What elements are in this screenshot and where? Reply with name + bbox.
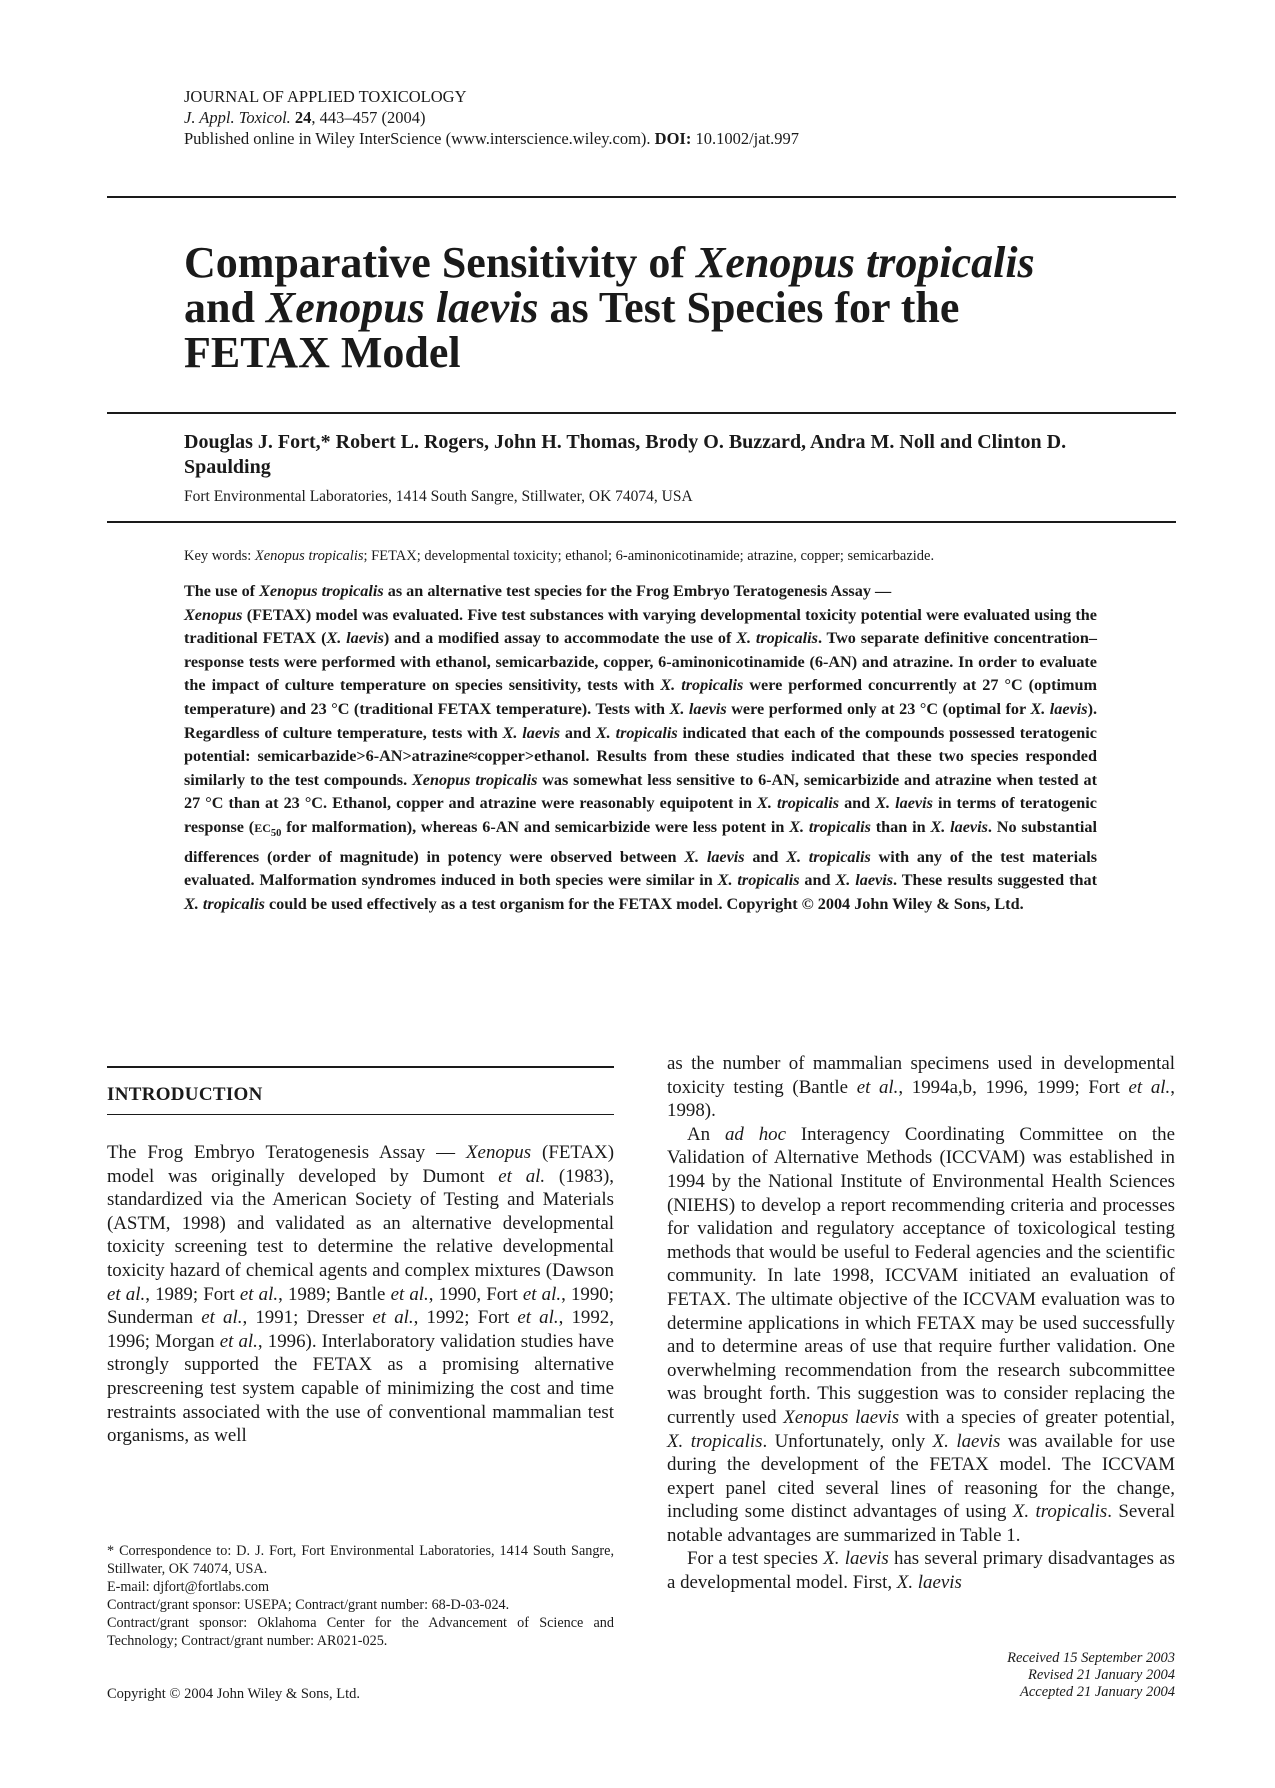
italic-text: ad hoc — [724, 1123, 786, 1145]
abstract-text: were performed concurrently at 27 °C (optimum temperature) and 23 °C (traditional FETAX temperature). Tests with — [184, 676, 1097, 718]
title-text: FETAX Model — [184, 328, 461, 377]
abstract-text: . No substantial differences (order of magnitude) in potency were observed between — [184, 817, 1098, 866]
paragraph-text: , 1989; Bantle — [278, 1283, 391, 1305]
footnote-sponsor: Contract/grant sponsor: USEPA; Contract/grant number: 68-D-03-024. — [107, 1597, 510, 1613]
title-rule — [107, 412, 1176, 414]
abstract-text: indicated that each of the compounds possessed teratogenic potential: semicarbazide>6-AN>atrazine≈copper>ethanol. Results from these studies indicated that these two species responded similarly to the test compounds. — [184, 723, 1097, 789]
paragraph-text: , 1992; Fort — [413, 1307, 518, 1329]
abstract-text: . These results suggested that — [893, 871, 1097, 890]
header-rule — [107, 196, 1176, 198]
title-text: Comparative Sensitivity of — [184, 238, 697, 287]
title-text: and — [184, 283, 266, 332]
abstract — [184, 580, 1097, 917]
revised-date: Revised 21 January 2004 — [1028, 1667, 1175, 1683]
journal-name: JOURNAL OF APPLIED TOXICOLOGY — [184, 87, 467, 106]
published-prefix: Published online in Wiley InterScience (www.interscience.wiley.com). — [184, 129, 651, 148]
journal-header — [184, 86, 799, 149]
doi-label: DOI: — [654, 129, 692, 148]
abstract-species: X. tropicalis — [595, 723, 678, 742]
paragraph — [667, 1547, 1175, 1594]
italic-text: Xenopus laevis — [783, 1406, 900, 1428]
italic-text: et al. — [239, 1283, 279, 1305]
copyright-notice: Copyright © 2004 John Wiley & Sons, Ltd. — [107, 1686, 361, 1702]
paragraph-text: has several primary disadvantages as a developmental model. First, — [667, 1548, 1175, 1594]
italic-text: et al. — [517, 1307, 559, 1329]
keywords — [184, 547, 934, 565]
paragraph-text: was available for use during the development of the FETAX model. The ICCVAM expert panel cited several lines of reasoning for the change, including some distinct advantages of using — [667, 1430, 1176, 1523]
italic-text: et al. — [856, 1076, 899, 1098]
title-species: Xenopus laevis — [265, 283, 539, 332]
authors-rule — [107, 521, 1176, 523]
abstract-text: for malformation), whereas 6-AN and semicarbizide were less potent in — [281, 817, 790, 836]
abstract-text: as an alternative test species for the Frog Embryo Teratogenesis Assay — — [383, 582, 892, 600]
paragraph — [107, 1141, 614, 1448]
abstract-text: and — [839, 794, 876, 813]
paragraph-text: (1983), standardized via the American Society of Testing and Materials (ASTM, 1998) and validated as an alternative developmental toxicity screening test to determine the relative developmental toxicity hazard of chemical agents and complex mixtures (Dawson — [107, 1165, 615, 1281]
paragraph-text: For a test species — [687, 1548, 824, 1570]
journal-abbr: J. Appl. Toxicol. — [184, 108, 291, 127]
footnote-sponsor: Contract/grant sponsor: Oklahoma Center for the Advancement of Science and Technology; Contract/grant number: AR021-025. — [107, 1615, 614, 1649]
abstract-species: Xenopus tropicalis — [259, 582, 384, 600]
abstract-species: X. tropicalis — [786, 847, 871, 866]
abstract-species: X. tropicalis — [717, 871, 800, 890]
abstract-text: could be used effectively as a test organism for the FETAX model. Copyright © 2004 John Wiley & Sons, Ltd. — [264, 894, 1024, 913]
italic-text: et al. — [219, 1330, 258, 1352]
paragraph — [667, 1123, 1175, 1548]
received-date: Received 15 September 2003 — [1007, 1650, 1175, 1666]
section-bottom-rule — [107, 1114, 614, 1115]
abstract-text: with any of the test materials evaluated. Malformation syndromes induced in both species were similar in — [184, 847, 1097, 890]
italic-text: X. laevis — [896, 1572, 962, 1594]
keyword-species: Xenopus tropicalis — [254, 548, 364, 564]
keywords-label: Key words: — [184, 548, 255, 564]
keywords-list: ; FETAX; developmental toxicity; ethanol; 6-aminonicotinamide; atrazine, copper; semicarbazide. — [363, 548, 935, 564]
paragraph-text: , 1990; Sunderman — [107, 1283, 615, 1329]
doi-value: 10.1002/jat.997 — [695, 129, 800, 148]
abstract-species: X. laevis — [930, 817, 988, 836]
paragraph-text: , 1990, Fort — [428, 1283, 523, 1305]
abstract-species: X. laevis — [835, 871, 894, 890]
paragraph — [667, 1052, 1175, 1123]
paragraph-text: . Several notable advantages are summarized in Table 1. — [667, 1501, 1176, 1546]
abstract-text: ) and a modified assay to accommodate the use of — [383, 629, 737, 648]
title-text: as Test Species for the — [538, 283, 960, 332]
journal-volume: 24 — [294, 108, 312, 127]
abstract-text: were performed only at 23 °C (optimal for — [726, 699, 1031, 718]
paragraph-text: , 1994a,b, 1996, 1999; Fort — [898, 1076, 1129, 1098]
abstract-text: and — [744, 847, 787, 866]
italic-text: et al. — [372, 1307, 414, 1329]
abstract-species: X. laevis — [502, 723, 561, 742]
abstract-species: X. laevis — [684, 847, 745, 866]
paragraph-text: (FETAX) model was originally developed by Dumont — [107, 1142, 614, 1187]
abstract-text: and — [799, 871, 836, 890]
abstract-ec-label: EC — [254, 820, 271, 835]
paragraph-text: , 1992, 1996; Morgan — [107, 1307, 614, 1352]
abstract-species: X. tropicalis — [736, 629, 818, 648]
abstract-text: . Two separate definitive concentration–response tests were performed with ethanol, semicarbazide, copper, 6-aminonicotinamide (6-AN) and atrazine. In order to evaluate the impact of culture temperature on species sensitivity, tests with — [184, 629, 1097, 695]
article-title — [184, 240, 1144, 375]
article-dates — [850, 1650, 1175, 1701]
italic-text: et al. — [201, 1307, 243, 1329]
abstract-species: X. tropicalis — [660, 676, 744, 695]
abstract-ec-subscript: 50 — [270, 828, 282, 840]
abstract-species: X. laevis — [326, 629, 384, 648]
abstract-species: X. laevis — [875, 794, 933, 813]
italic-text: et al. — [522, 1283, 562, 1305]
abstract-species: Xenopus tropicalis — [411, 770, 538, 789]
paragraph-text: , 1991; Dresser — [242, 1307, 373, 1329]
abstract-species: X. tropicalis — [789, 817, 871, 836]
section-top-rule — [107, 1066, 614, 1068]
abstract-text: The use of — [184, 582, 260, 600]
paragraph-text: The Frog Embryo Teratogenesis Assay — — [107, 1142, 467, 1163]
italic-text: Xenopus — [466, 1142, 532, 1163]
abstract-species: X. tropicalis — [757, 794, 840, 813]
paragraph-text: . Unfortunately, only — [762, 1430, 933, 1452]
abstract-text: and — [560, 723, 596, 742]
paragraph-text: with a species of greater potential, — [899, 1406, 1176, 1428]
abstract-text: was somewhat less sensitive to 6-AN, semicarbizide and atrazine when tested at 27 °C than at 23 °C. Ethanol, copper and atrazine were reasonably equipotent in — [184, 770, 1097, 813]
paragraph-text: , 1996). Interlaboratory validation studies have strongly supported the FETAX as a promising alternative prescreening test system capable of minimizing the cost and time restraints associated with the use of conventional mammalian test organisms, as well — [107, 1330, 614, 1447]
footnote-correspondence: * Correspondence to: D. J. Fort, Fort Environmental Laboratories, 1414 South Sangre, Stillwater, OK 74074, USA. — [107, 1543, 614, 1577]
abstract-text: (FETAX) model was evaluated. Five test substances with varying developmental toxicity potential were evaluated using the traditional FETAX ( — [184, 605, 1097, 648]
italic-text: X. laevis — [823, 1548, 889, 1570]
abstract-text: ). Regardless of culture temperature, tests with — [184, 699, 1098, 742]
abstract-species: X. laevis — [669, 699, 727, 718]
paragraph-text: , 1989; Fort — [145, 1283, 240, 1305]
italic-text: et al. — [1128, 1076, 1171, 1098]
accepted-date: Accepted 21 January 2004 — [1019, 1684, 1175, 1700]
italic-text: et al. — [107, 1283, 146, 1305]
italic-text: X. laevis — [932, 1430, 1001, 1452]
abstract-text: than in — [870, 817, 931, 836]
journal-citation — [184, 107, 799, 128]
paragraph-text: as the number of mammalian specimens used in developmental toxicity testing (Bantle — [667, 1053, 1175, 1098]
abstract-species: X. laevis — [1030, 699, 1088, 718]
italic-text: et al. — [390, 1283, 429, 1305]
italic-text: X. tropicalis — [1012, 1501, 1108, 1523]
paragraph-text: An — [687, 1123, 725, 1145]
abstract-species: X. tropicalis — [184, 894, 265, 913]
title-species: Xenopus tropicalis — [696, 238, 1035, 287]
intro-left-column — [107, 1141, 614, 1448]
italic-text: X. tropicalis — [667, 1430, 763, 1452]
paragraph-text: Interagency Coordinating Committee on the Validation of Alternative Methods (ICCVAM) was established in 1994 by the National Institute of Environmental Health Sciences (NIEHS) to develop a report recommending criteria and processes for validation and regulatory acceptance of toxicological testing methods that would be useful to Federal agencies and the scientific community. In late 1998, ICCVAM initiated an evaluation of FETAX. The ultimate objective of the ICCVAM evaluation was to determine applications in which FETAX may be used successfully and to determine areas of use that require further validation. One overwhelming recommendation from the research subcommittee was brought forth. This suggestion was to consider replacing the currently used — [667, 1123, 1176, 1428]
journal-pages: , 443–457 (2004) — [311, 108, 426, 127]
published-online — [184, 128, 799, 149]
correspondence-footnote — [107, 1542, 614, 1650]
section-heading: INTRODUCTION — [107, 1084, 263, 1105]
abstract-text: in terms of teratogenic response ( — [184, 794, 1097, 836]
footnote-email: E-mail: djfort@fortlabs.com — [107, 1579, 269, 1595]
intro-right-column — [667, 1052, 1175, 1595]
italic-text: et al. — [498, 1165, 546, 1187]
paragraph-text: , 1998). — [667, 1076, 1175, 1122]
affiliation: Fort Environmental Laboratories, 1414 South Sangre, Stillwater, OK 74074, USA — [184, 488, 693, 505]
author-list: Douglas J. Fort,* Robert L. Rogers, John H. Thomas, Brody O. Buzzard, Andra M. Noll and Clinton D. Spaulding — [184, 431, 1067, 478]
abstract-species: Xenopus — [184, 605, 243, 624]
